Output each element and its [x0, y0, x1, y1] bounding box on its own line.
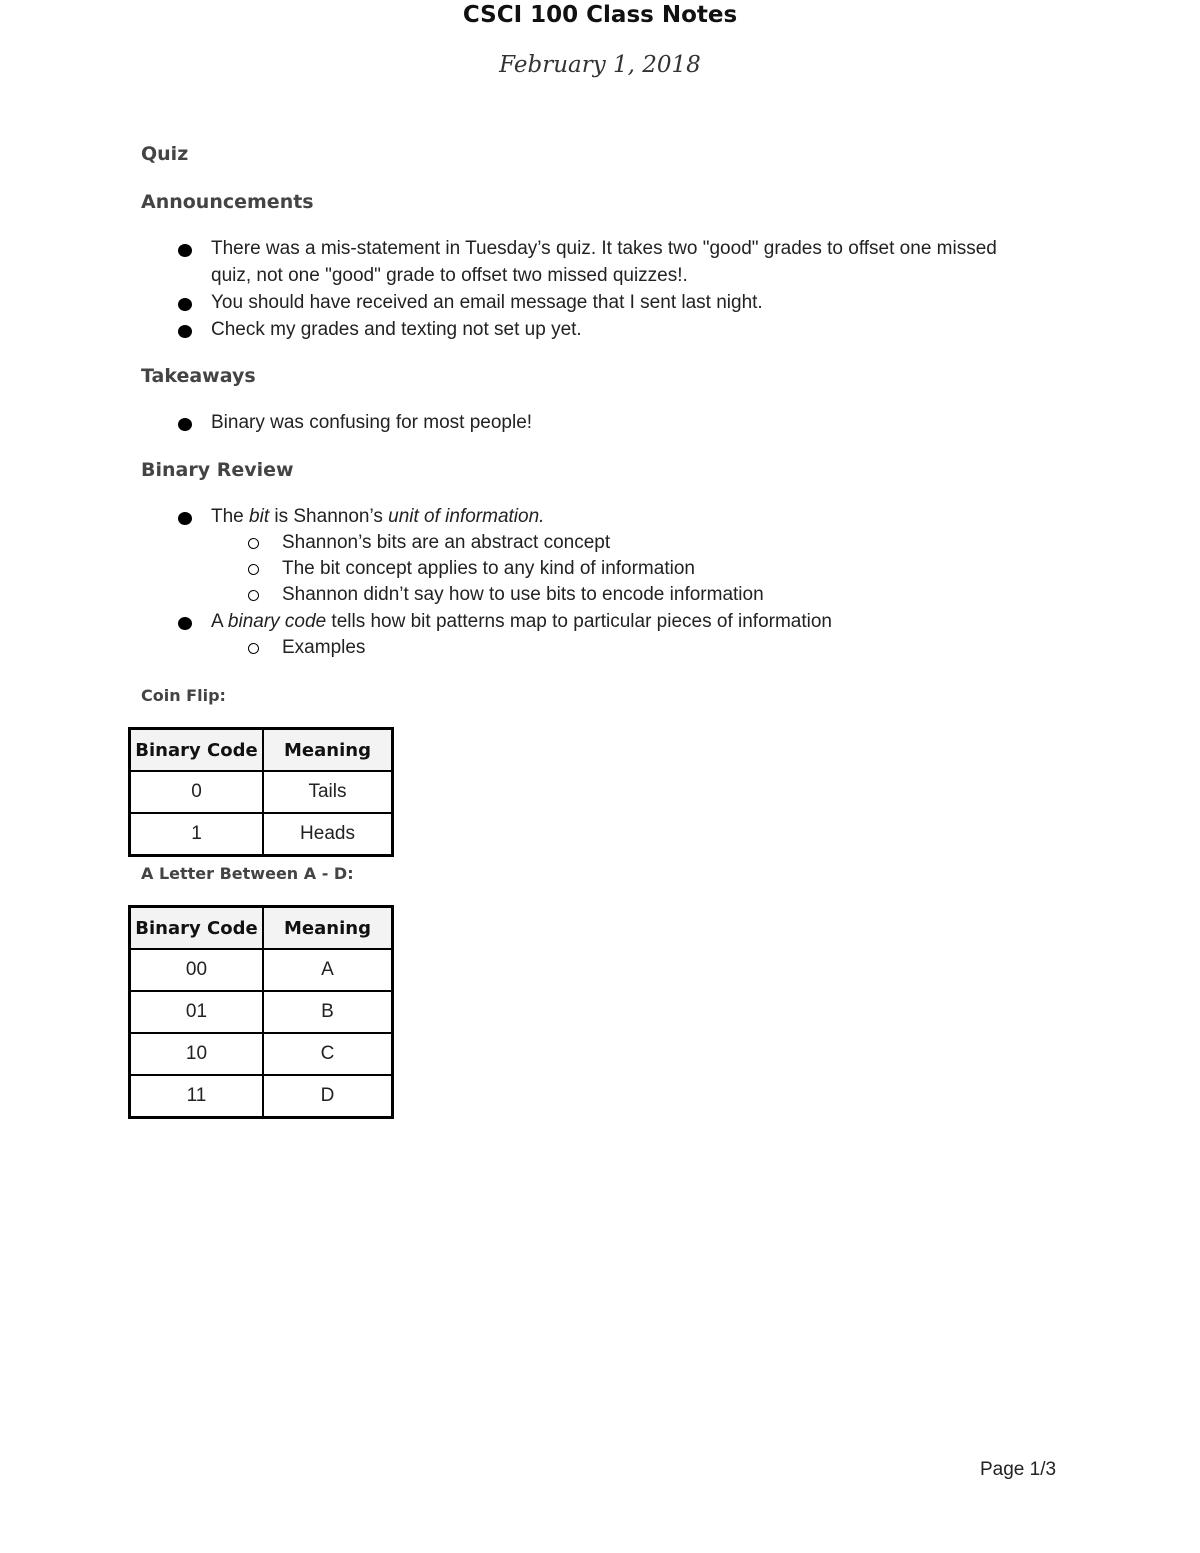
binary-review-list: [0, 503, 1031, 661]
table-cell: 0: [130, 771, 264, 813]
hollow-bullet-icon: [248, 643, 259, 654]
announcement-text: Check my grades and texting not set up yet.: [211, 319, 582, 340]
coin-flip-table: [128, 727, 394, 857]
bullet-icon: [178, 418, 192, 431]
announcement-text: You should have received an email message that I sent last night.: [211, 292, 763, 313]
table-cell: Tails: [263, 771, 393, 813]
list-item: [0, 409, 1031, 436]
emphasis-binary-code: binary code: [227, 611, 327, 632]
table-cell: 01: [130, 991, 264, 1033]
heading-announcements: Announcements: [141, 191, 314, 213]
table-header-row: [130, 907, 393, 950]
sub-item-text: Shannon didn’t say how to use bits to encode information: [282, 584, 764, 605]
text-run: A: [211, 611, 228, 632]
table-cell: B: [263, 991, 393, 1033]
announcement-text: There was a mis-statement in Tuesday’s quiz. It takes two "good" grades to offset one missed quiz, not one "good" grade to offset two missed quizzes!.: [211, 238, 997, 286]
emphasis-unit-of-information: unit of information.: [388, 506, 545, 527]
text-run: The: [211, 506, 250, 527]
table-row: [130, 991, 393, 1033]
table-cell: Heads: [263, 813, 393, 856]
table-cell: 10: [130, 1033, 264, 1075]
table-cell: 1: [130, 813, 264, 856]
list-item: [0, 316, 1031, 343]
column-header: Meaning: [263, 729, 393, 772]
bullet-icon: [178, 617, 192, 630]
bullet-icon: [178, 244, 192, 257]
heading-binary-review: Binary Review: [141, 459, 294, 481]
table-row: [130, 771, 393, 813]
heading-quiz: Quiz: [141, 143, 189, 165]
table-cell: D: [263, 1075, 393, 1118]
sub-list-item: [0, 530, 1031, 556]
text-run: tells how bit patterns map to particular pieces of information: [326, 611, 832, 632]
table-cell: C: [263, 1033, 393, 1075]
table-row: [130, 949, 393, 991]
table-cell: 00: [130, 949, 264, 991]
table-row: [130, 813, 393, 856]
text-run: is Shannon’s: [269, 506, 389, 527]
coin-flip-label: Coin Flip:: [141, 686, 226, 705]
hollow-bullet-icon: [248, 538, 259, 549]
sub-item-text: Shannon’s bits are an abstract concept: [282, 532, 611, 553]
page-number: Page 1/3: [980, 1459, 1057, 1480]
list-item: [0, 289, 1031, 316]
hollow-bullet-icon: [248, 564, 259, 575]
list-item: [0, 235, 1031, 289]
table-cell: A: [263, 949, 393, 991]
sub-list-item: [0, 635, 1031, 661]
column-header: Binary Code: [130, 907, 264, 950]
announcements-list: [0, 235, 1031, 343]
list-item: [0, 608, 1031, 635]
table-row: [130, 1075, 393, 1118]
hollow-bullet-icon: [248, 590, 259, 601]
bullet-icon: [178, 325, 192, 338]
column-header: Binary Code: [130, 729, 264, 772]
bullet-icon: [178, 298, 192, 311]
letters-label: A Letter Between A - D:: [141, 864, 354, 883]
table-cell: 11: [130, 1075, 264, 1118]
bullet-icon: [178, 512, 192, 525]
sub-item-text: The bit concept applies to any kind of information: [282, 558, 695, 579]
emphasis-bit: bit: [249, 506, 270, 527]
column-header: Meaning: [263, 907, 393, 950]
list-item: [0, 503, 1031, 530]
sub-list-item: [0, 556, 1031, 582]
sub-list-item: [0, 582, 1031, 608]
page-date: February 1, 2018: [499, 52, 701, 78]
letters-table: [128, 905, 394, 1119]
page-title: CSCI 100 Class Notes: [462, 2, 738, 28]
heading-takeaways: Takeaways: [141, 365, 256, 387]
table-header-row: [130, 729, 393, 772]
takeaways-list: [0, 409, 1031, 436]
sub-item-text: Examples: [282, 637, 366, 658]
table-row: [130, 1033, 393, 1075]
takeaway-text: Binary was confusing for most people!: [211, 412, 533, 433]
